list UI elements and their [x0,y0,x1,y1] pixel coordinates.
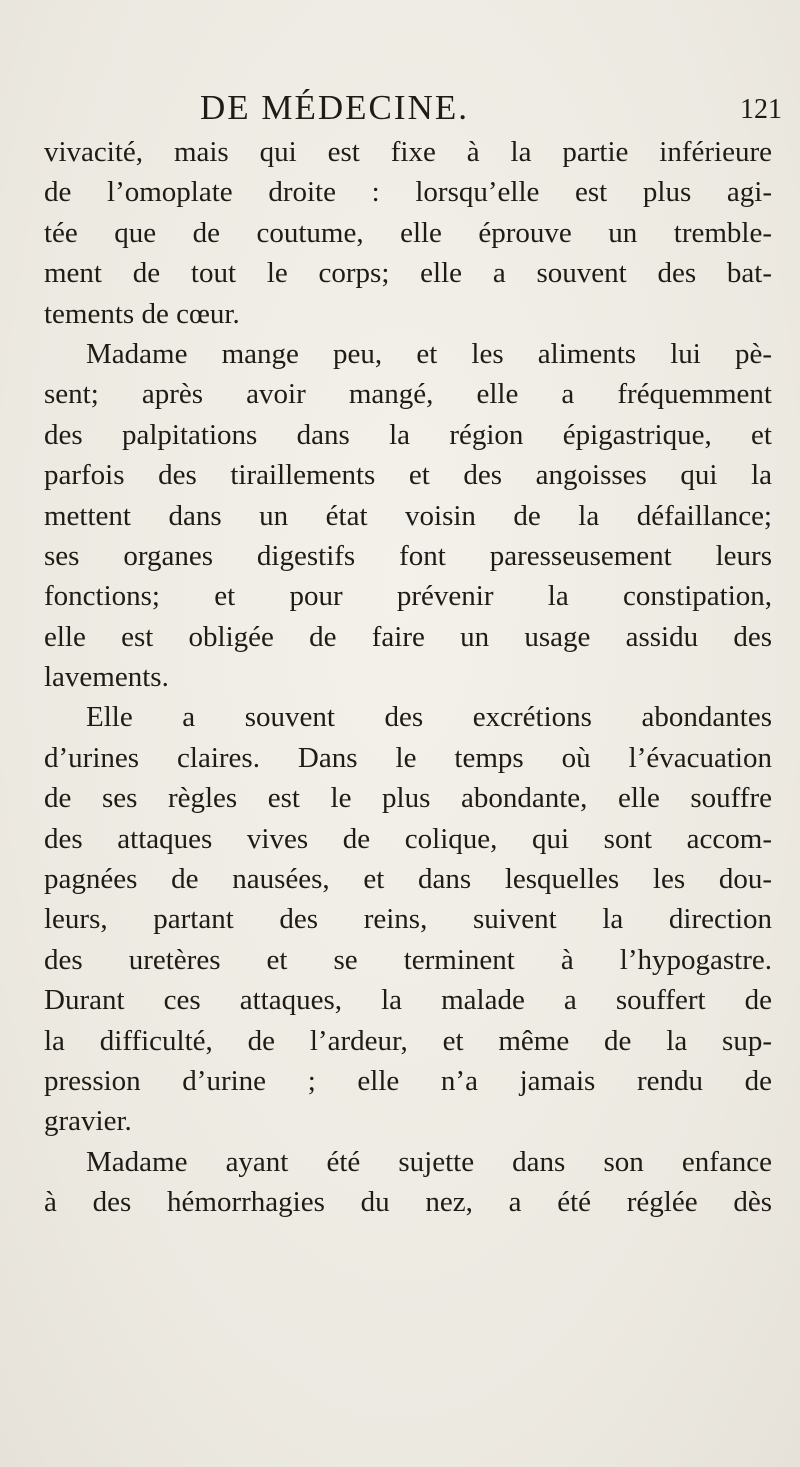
text-line: sent; après avoir mangé, elle a fréquemment [44,378,772,411]
text-line: à des hémorrhagies du nez, a été réglée dès [44,1186,772,1219]
text-line: vivacité, mais qui est fixe à la partie inférieure [44,136,772,168]
text-line: mettent dans un état voisin de la défaillance; [44,499,772,532]
text-line: parfois des tiraillements et des angoisses qui la [44,459,772,492]
paragraph-start-line: Elle a souvent des excrétions abondantes [86,701,772,734]
text-line: la difficulté, de l’ardeur, et même de la sup- [44,1024,772,1057]
text-line: pression d’urine ; elle n’a jamais rendu de [44,1064,772,1097]
body-text [44,132,772,1223]
text-line: elle est obligée de faire un usage assidu des [44,620,772,653]
text-line: de l’omoplate droite : lorsqu’elle est plus agi- [44,176,772,209]
text-line: ses organes digestifs font paresseusement leurs [44,539,772,572]
paragraph-start-line: Madame ayant été sujette dans son enfance [86,1145,772,1178]
text-line: des attaques vives de colique, qui sont accom- [44,822,772,855]
paragraph-start-line: Madame mange peu, et les aliments lui pè- [86,337,772,370]
text-line: tements de cœur. [44,297,240,330]
text-line: des uretères et se terminent à l’hypogastre. [44,943,772,976]
text-line: leurs, partant des reins, suivent la direction [44,903,772,936]
text-line: d’urines claires. Dans le temps où l’évacuation [44,741,772,774]
text-line: tée que de coutume, elle éprouve un tremble- [44,216,772,249]
page-header [0,88,800,128]
text-line: Durant ces attaques, la malade a souffert de [44,984,772,1017]
running-head: DE MÉDECINE. [200,88,469,127]
text-line: pagnées de nausées, et dans lesquelles les dou- [44,863,772,896]
text-line: des palpitations dans la région épigastrique, et [44,418,772,451]
text-line: gravier. [44,1105,132,1138]
page-number: 121 [740,94,782,125]
text-line: de ses règles est le plus abondante, elle souffre [44,782,772,815]
text-line: lavements. [44,661,169,694]
text-line: ment de tout le corps; elle a souvent des bat- [44,257,772,290]
text-line: fonctions; et pour prévenir la constipation, [44,580,772,613]
